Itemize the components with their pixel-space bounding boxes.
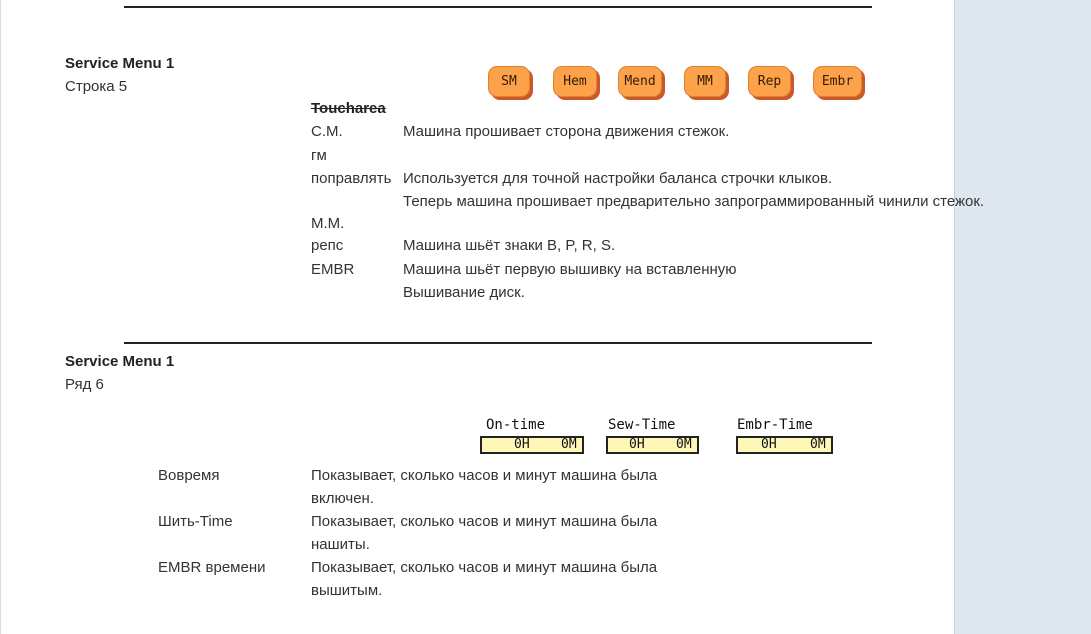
mm-button[interactable]: MM [684, 66, 726, 97]
sew-time-display [606, 436, 699, 454]
key-mm: М.М. [311, 215, 345, 232]
desc-sew-time-2: нашиты. [311, 536, 370, 553]
embr-time-display [736, 436, 833, 454]
section2-title: Service Menu 1 [65, 353, 175, 370]
key-mend: поправлять [311, 170, 392, 187]
key-embr-time: EMBR времени [158, 559, 266, 576]
divider [124, 342, 872, 344]
desc-on-time-2: включен. [311, 490, 374, 507]
desc-on-time: Показывает, сколько часов и минут машина была [311, 467, 658, 484]
key-sew-time: Шить-Time [158, 513, 233, 530]
sm-button[interactable]: SM [488, 66, 530, 97]
embr-time-label: Embr-Time [737, 417, 813, 433]
desc-embr-time-2: вышитым. [311, 582, 383, 599]
embr-time-minutes: 0M [810, 437, 826, 452]
hem-button[interactable]: Hem [553, 66, 597, 97]
key-rep: репс [311, 237, 344, 254]
key-sm: С.М. [311, 123, 343, 140]
embr-time-hours: 0H [761, 437, 777, 452]
sew-time-label: Sew-Time [608, 417, 676, 433]
desc-mend-2: Теперь машина прошивает предварительно запрограммированный чинили стежок. [403, 193, 985, 210]
desc-sew-time: Показывает, сколько часов и минут машина была [311, 513, 658, 530]
on-time-minutes: 0M [561, 437, 577, 452]
sew-time-hours: 0H [629, 437, 645, 452]
key-on-time: Вовремя [158, 467, 220, 484]
on-time-hours: 0H [514, 437, 530, 452]
desc-embr: Машина шьёт первую вышивку на вставленную [403, 261, 737, 278]
section1-title: Service Menu 1 [65, 55, 175, 72]
sew-time-minutes: 0M [676, 437, 692, 452]
desc-mend: Используется для точной настройки баланса строчки клыков. [403, 170, 833, 187]
on-time-display [480, 436, 584, 454]
rep-button[interactable]: Rep [748, 66, 791, 97]
section2-subtitle: Ряд 6 [65, 376, 104, 393]
embr-button[interactable]: Embr [813, 66, 862, 97]
desc-embr-time: Показывает, сколько часов и минут машина была [311, 559, 658, 576]
desc-rep: Машина шьёт знаки B, P, R, S. [403, 237, 616, 254]
key-embr: EMBR [311, 261, 355, 278]
toucharea-heading: Toucharea [311, 100, 386, 117]
on-time-label: On-time [486, 417, 546, 433]
section1-subtitle: Строка 5 [65, 78, 128, 95]
desc-sm: Машина прошивает сторона движения стежок. [403, 123, 730, 140]
key-hem: гм [311, 147, 327, 164]
divider [124, 6, 872, 8]
desc-embr-2: Вышивание диск. [403, 284, 525, 301]
mend-button[interactable]: Mend [618, 66, 662, 97]
